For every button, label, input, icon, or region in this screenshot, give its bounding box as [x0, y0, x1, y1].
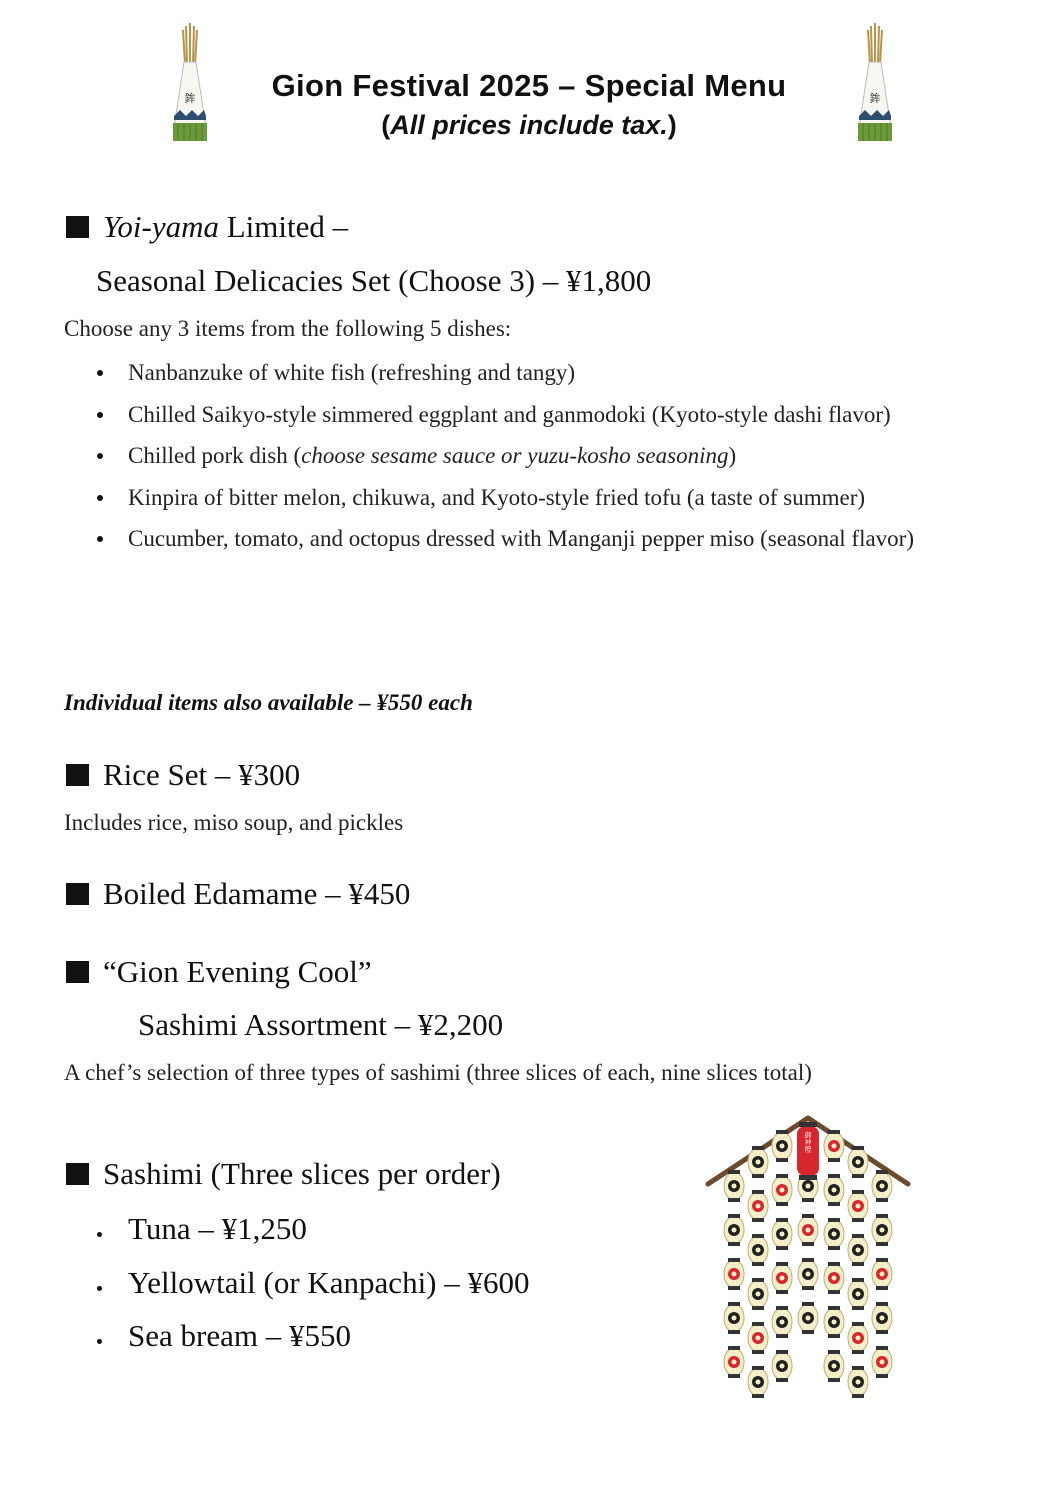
- delicacies-list: [64, 352, 994, 560]
- lantern: [848, 1146, 868, 1178]
- section-heading-edamame: Boiled Edamame – ¥450: [66, 875, 410, 912]
- section-heading-gion-cool: “Gion Evening Cool”: [66, 953, 372, 990]
- lantern: [724, 1346, 744, 1378]
- list-item: Chilled pork dish (choose sesame sauce or yuzu-kosho seasoning): [64, 435, 994, 477]
- lantern: [848, 1322, 868, 1354]
- lantern: [824, 1350, 844, 1382]
- lantern: [798, 1214, 818, 1246]
- lantern: [772, 1218, 792, 1250]
- lantern: [872, 1258, 892, 1290]
- lantern: [848, 1234, 868, 1266]
- lantern: [824, 1262, 844, 1294]
- lantern: [724, 1302, 744, 1334]
- section-heading-yoiyama: Yoi-yama Limited –: [66, 208, 348, 245]
- gion-cool-description: A chef’s selection of three types of sashimi (three slices of each, nine slices total): [64, 1060, 812, 1085]
- lantern: [772, 1306, 792, 1338]
- lantern: [772, 1350, 792, 1382]
- square-bullet-icon: [66, 1163, 89, 1185]
- list-item: Nanbanzuke of white fish (refreshing and tangy): [64, 352, 994, 394]
- square-bullet-icon: [66, 764, 89, 786]
- list-item: Chilled Saikyo-style simmered eggplant and ganmodoki (Kyoto-style dashi flavor): [64, 394, 994, 436]
- lantern: [872, 1170, 892, 1202]
- lantern: [798, 1258, 818, 1290]
- lantern: [748, 1322, 768, 1354]
- lantern: [824, 1174, 844, 1206]
- lantern: [824, 1130, 844, 1162]
- lantern: [824, 1218, 844, 1250]
- menu-title: Gion Festival 2025 – Special Menu: [271, 68, 787, 103]
- lantern: [748, 1278, 768, 1310]
- section-heading-yoiyama-price: Seasonal Delicacies Set (Choose 3) – ¥1,800: [96, 263, 652, 298]
- list-item: Yellowtail (or Kanpachi) – ¥600: [64, 1256, 530, 1310]
- svg-text:鉾: 鉾: [869, 92, 881, 105]
- lantern: [848, 1190, 868, 1222]
- square-bullet-icon: [66, 961, 89, 983]
- lantern: [724, 1170, 744, 1202]
- list-item: Cucumber, tomato, and octopus dressed with Manganji pepper miso (seasonal flavor): [64, 518, 994, 560]
- list-item: Kinpira of bitter melon, chikuwa, and Kyoto-style fried tofu (a taste of summer): [64, 477, 994, 519]
- section-heading-sashimi: Sashimi (Three slices per order): [66, 1155, 501, 1192]
- menu-header: [0, 68, 1058, 141]
- lantern: [848, 1278, 868, 1310]
- sashimi-list: [64, 1202, 530, 1363]
- square-bullet-icon: [66, 216, 89, 238]
- rice-description: Includes rice, miso soup, and pickles: [64, 810, 404, 835]
- lantern: [872, 1214, 892, 1246]
- lantern: [748, 1146, 768, 1178]
- lantern: [798, 1302, 818, 1334]
- lantern: [772, 1262, 792, 1294]
- list-item: Tuna – ¥1,250: [64, 1202, 530, 1256]
- lantern: [748, 1366, 768, 1398]
- menu-subtitle: (All prices include tax.): [381, 110, 677, 140]
- list-item: Sea bream – ¥550: [64, 1309, 530, 1363]
- yoiyama-intro: Choose any 3 items from the following 5 dishes:: [64, 316, 512, 341]
- section-heading-gion-cool-price: Sashimi Assortment – ¥2,200: [138, 1007, 504, 1042]
- lantern: [772, 1174, 792, 1206]
- section-heading-rice: Rice Set – ¥300: [66, 756, 300, 793]
- lantern: [748, 1234, 768, 1266]
- lantern-emblem-text: 御神燈: [804, 1131, 812, 1153]
- square-bullet-icon: [66, 883, 89, 905]
- lantern: [872, 1302, 892, 1334]
- lantern: [872, 1346, 892, 1378]
- lantern: [724, 1258, 744, 1290]
- lantern-tower-icon: [704, 1112, 912, 1402]
- lantern: [824, 1306, 844, 1338]
- lantern: [748, 1190, 768, 1222]
- lantern: [724, 1214, 744, 1246]
- lantern: [848, 1366, 868, 1398]
- svg-text:鉾: 鉾: [184, 92, 196, 105]
- lantern: [772, 1130, 792, 1162]
- individual-items-note: Individual items also available – ¥550 each: [64, 690, 473, 715]
